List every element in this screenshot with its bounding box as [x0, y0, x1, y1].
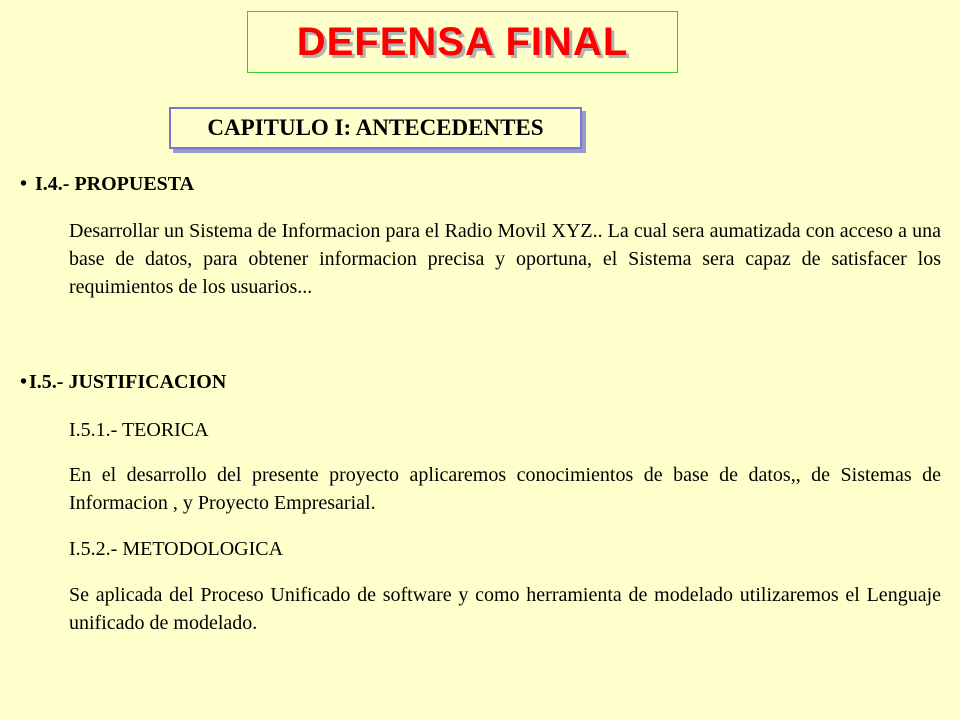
- justificacion-heading-text: I.5.- JUSTIFICACION: [29, 371, 227, 393]
- chapter-title: CAPITULO I: ANTECEDENTES: [207, 115, 544, 140]
- teorica-label: I.5.1.- TEORICA: [69, 419, 209, 441]
- metodologica-paragraph: Se aplicada del Proceso Unificado de software y como herramienta de modelado utilizaremos el Lenguaje unificado de modelado.: [69, 584, 941, 634]
- chapter-box: [169, 107, 582, 149]
- title-box: [247, 11, 678, 73]
- teorica-paragraph: En el desarrollo del presente proyecto aplicaremos conocimientos de base de datos,, de Sistemas de Informacion , y Proyecto Empresarial.: [69, 464, 941, 514]
- section-heading-propuesta: [20, 172, 194, 196]
- propuesta-heading-text: I.4.- PROPUESTA: [35, 173, 195, 195]
- propuesta-paragraph: Desarrollar un Sistema de Informacion para el Radio Movil XYZ.. La cual sera aumatizada con acceso a una base de datos, para obtener informacion precisa y oportuna, el Sistema sera capaz de satisfacer los requimientos de los usuarios...: [69, 220, 941, 298]
- metodologica-label: I.5.2.- METODOLOGICA: [69, 538, 284, 560]
- bullet-icon: •: [20, 371, 28, 393]
- bullet-icon: •: [20, 173, 28, 195]
- page-title: DEFENSA FINAL: [296, 19, 629, 64]
- section-heading-justificacion: [20, 370, 226, 394]
